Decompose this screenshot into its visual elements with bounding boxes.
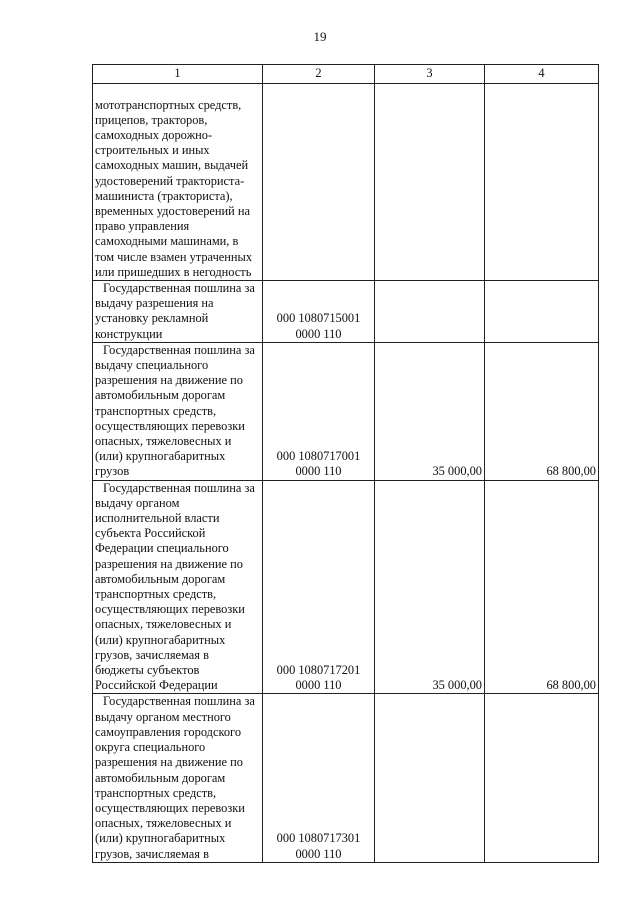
- row-value-col3: 35 000,00: [375, 480, 485, 694]
- row-code: [263, 84, 375, 281]
- row-name-text: Государственная пошлина за выдачу разрешения на установку рекламной конструкции: [95, 281, 255, 341]
- table-row: [93, 480, 599, 694]
- header-col-2: 2: [263, 65, 375, 84]
- row-name: мототранспортных средств, прицепов, тракторов, самоходных дорожно-строительных и иных самоходных машин, выдачей удостоверений тракториста-машиниста (тракториста), временных удостоверений на право управления самоходными машинами, в том числе взамен утраченных или пришедших в негодность: [93, 84, 263, 281]
- row-value-col4: [485, 84, 599, 281]
- header-col-4: 4: [485, 65, 599, 84]
- row-value-col4: 68 800,00: [485, 342, 599, 480]
- row-value-col4: 68 800,00: [485, 480, 599, 694]
- row-code: 000 1080715001 0000 110: [263, 281, 375, 343]
- row-name: [93, 480, 263, 694]
- row-value-col3: [375, 84, 485, 281]
- row-code: 000 1080717201 0000 110: [263, 480, 375, 694]
- row-value-col3: [375, 281, 485, 343]
- row-name: [93, 342, 263, 480]
- row-code: 000 1080717001 0000 110: [263, 342, 375, 480]
- row-name-text: Государственная пошлина за выдачу органом исполнительной власти субъекта Российской Федерации специального разрешения на движение по автомобильным дорогам транспортных средств, осуществляющих перевозки опасных, тяжеловесных и (или) крупногабаритных грузов, зачисляемая в бюджеты субъектов Российской Федерации: [95, 480, 255, 693]
- row-name: [93, 281, 263, 343]
- table-row: [93, 84, 599, 281]
- table-row: [93, 281, 599, 343]
- revenue-table: [92, 64, 599, 863]
- table-row: [93, 694, 599, 862]
- row-name-text: Государственная пошлина за выдачу органом местного самоуправления городского округа специального разрешения на движение по автомобильным дорогам транспортных средств, осуществляющих перевозки опасных, тяжеловесных и (или) крупногабаритных грузов, зачисляемая в: [95, 694, 255, 861]
- row-value-col4: [485, 694, 599, 862]
- row-value-col3: 35 000,00: [375, 342, 485, 480]
- row-value-col3: [375, 694, 485, 862]
- row-code: 000 1080717301 0000 110: [263, 694, 375, 862]
- table-row: [93, 342, 599, 480]
- row-value-col4: [485, 281, 599, 343]
- header-col-1: 1: [93, 65, 263, 84]
- page-number: 19: [313, 29, 327, 44]
- table-header-row: [93, 65, 599, 84]
- row-name-text: Государственная пошлина за выдачу специального разрешения на движение по автомобильным дорогам транспортных средств, осуществляющих перевозки опасных, тяжеловесных и (или) крупногабаритных грузов: [95, 342, 255, 479]
- row-name: [93, 694, 263, 862]
- header-col-3: 3: [375, 65, 485, 84]
